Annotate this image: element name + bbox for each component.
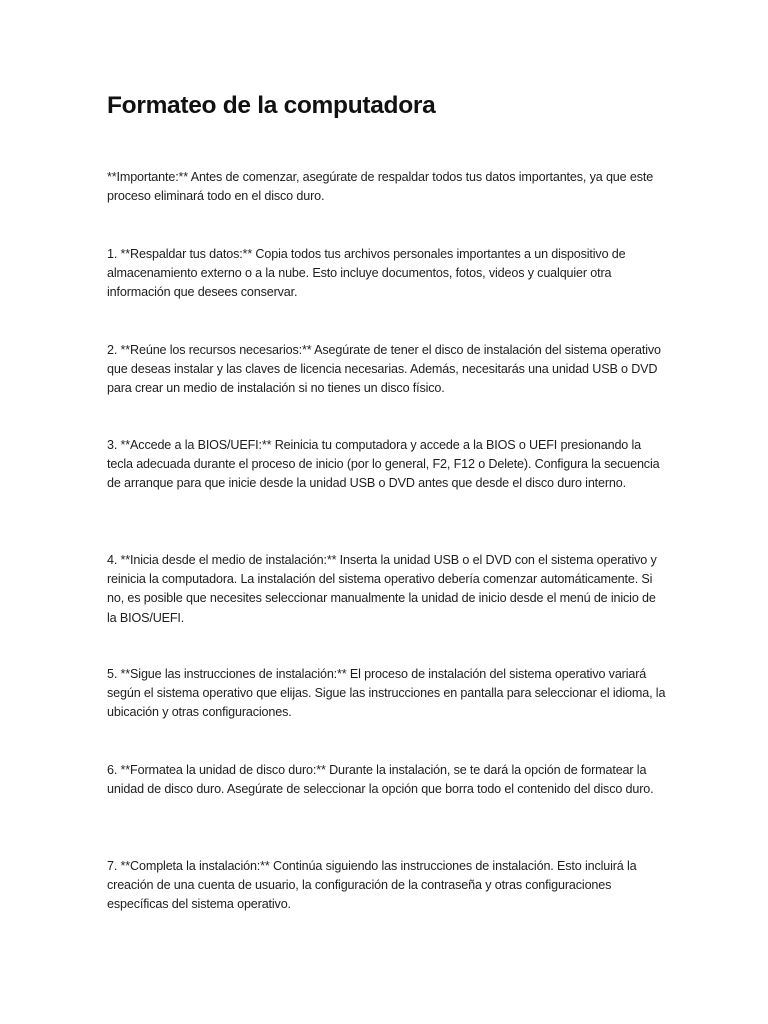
document-title: Formateo de la computadora: [107, 92, 436, 119]
paragraph-step-1: 1. **Respaldar tus datos:** Copia todos tus archivos personales importantes a un dispositivo de almacenamiento externo o a la nube. Esto incluye documentos, fotos, videos y cualquier otra información que desees conservar.: [107, 247, 626, 300]
paragraph-step-6: 6. **Formatea la unidad de disco duro:** Durante la instalación, se te dará la opción de formatear la unidad de disco duro. Asegúrate de seleccionar la opción que borra todo el contenido del disco duro.: [107, 763, 654, 797]
paragraph-important-note: **Importante:** Antes de comenzar, asegúrate de respaldar todos tus datos importantes, ya que este proceso eliminará todo en el disco duro.: [107, 170, 654, 204]
paragraph-step-3: 3. **Accede a la BIOS/UEFI:** Reinicia tu computadora y accede a la BIOS o UEFI presionando la tecla adecuada durante el proceso de inicio (por lo general, F2, F12 o Delete). Configura la secuencia de arranque para que inicie desde la unidad USB o DVD antes que desde el disco duro interno.: [107, 438, 660, 491]
paragraph-step-2: 2. **Reúne los recursos necesarios:** Asegúrate de tener el disco de instalación del sistema operativo que deseas instalar y las claves de licencia necesarias. Además, necesitarás una unidad USB o DVD para crear un medio de instalación si no tienes un disco físico.: [107, 343, 661, 396]
paragraph-step-5: 5. **Sigue las instrucciones de instalación:** El proceso de instalación del sistema operativo variará según el sistema operativo que elijas. Sigue las instrucciones en pantalla para seleccionar el idioma, la ubicación y otras configuraciones.: [107, 667, 666, 720]
paragraph-step-4: 4. **Inicia desde el medio de instalación:** Inserta la unidad USB o el DVD con el sistema operativo y reinicia la computadora. La instalación del sistema operativo debería comenzar automáticamente. Si no, es posible que necesites seleccionar manualmente la unidad de inicio desde el menú de inicio de la BIOS/UEFI.: [107, 553, 657, 625]
paragraph-step-7: 7. **Completa la instalación:** Continúa siguiendo las instrucciones de instalación. Esto incluirá la creación de una cuenta de usuario, la configuración de la contraseña y otras configuraciones específicas del sistema operativo.: [107, 859, 637, 912]
